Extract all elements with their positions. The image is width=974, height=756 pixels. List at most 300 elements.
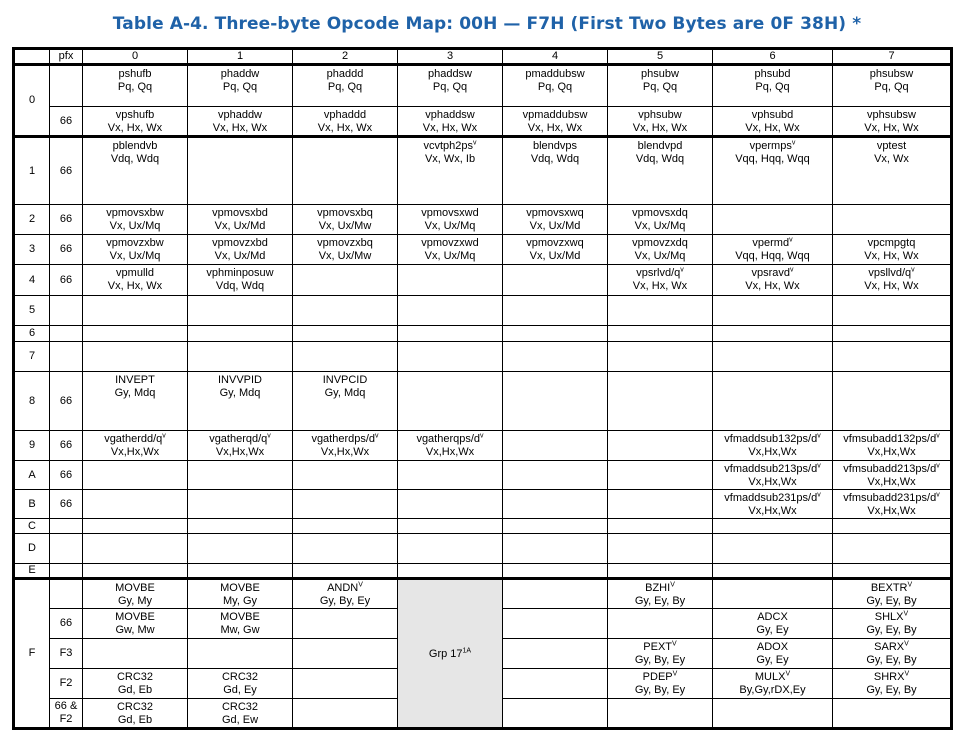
- opcode-cell: [188, 296, 293, 326]
- opcode-cell: [188, 372, 293, 431]
- opcode-cell: [503, 205, 608, 235]
- pfx-cell: [50, 342, 83, 372]
- mnemonic: PEXT: [643, 641, 673, 653]
- operands: Vx, Hx, Wx: [212, 122, 268, 134]
- opcode-cell: [833, 137, 952, 205]
- opcode-cell: [83, 490, 188, 519]
- row-label-e: E: [14, 564, 50, 579]
- opcode-cell: [503, 534, 608, 564]
- superscript: 1A: [462, 647, 472, 655]
- superscript: v: [936, 491, 940, 499]
- opcode-cell: [713, 372, 833, 431]
- opcode-cell: [188, 137, 293, 205]
- opcode-cell: [83, 431, 188, 461]
- opcode-cell: [398, 265, 503, 296]
- opcode-cell: [833, 669, 952, 699]
- opcode-cell: [293, 65, 398, 107]
- opcode-cell: [83, 265, 188, 296]
- opcode-cell: [83, 137, 188, 205]
- mnemonic: CRC32: [221, 701, 259, 713]
- opcode-cell: [293, 461, 398, 490]
- pfx-cell: 66: [50, 431, 83, 461]
- operands: Vx, Ux/Mw: [318, 220, 372, 232]
- opcode-cell: [833, 265, 952, 296]
- operands: Vx,Hx,Wx: [320, 446, 370, 458]
- opcode-cell: [713, 490, 833, 519]
- opcode-cell: [188, 639, 293, 669]
- opcode-cell: [83, 699, 188, 729]
- operands: Vdq, Wdq: [110, 153, 160, 165]
- operands: Gy, By, Ey: [634, 654, 686, 666]
- operands: Gd, Eb: [117, 714, 153, 726]
- superscript: V: [672, 640, 677, 648]
- superscript: v: [162, 432, 166, 440]
- row-label-4: 4: [14, 265, 50, 296]
- operands: My, Gy: [222, 595, 257, 607]
- opcode-cell: [713, 431, 833, 461]
- opcode-cell: [293, 137, 398, 205]
- operands: Vx, Hx, Wx: [632, 280, 688, 292]
- mnemonic: ADCX: [757, 611, 788, 623]
- operands: Gy, Ey, By: [866, 654, 917, 666]
- opcode-cell: [293, 699, 398, 729]
- operands: Gy, By, Ey: [319, 595, 371, 607]
- opcode-cell: [833, 534, 952, 564]
- opcode-cell: [398, 490, 503, 519]
- table-row: [14, 490, 952, 519]
- col-header-7: 7: [833, 49, 952, 65]
- operands: Vx, Ux/Mq: [109, 250, 161, 262]
- opcode-cell: [503, 609, 608, 639]
- table-row: [14, 326, 952, 342]
- opcode-cell: [398, 235, 503, 265]
- opcode-cell: [398, 519, 503, 534]
- opcode-cell: [713, 235, 833, 265]
- opcode-cell: [713, 265, 833, 296]
- operands: By,Gy,rDX,Ey: [739, 684, 806, 696]
- operands: Pq, Qq: [117, 81, 153, 93]
- row-label-0: 0: [14, 65, 50, 137]
- col-header-0: 0: [83, 49, 188, 65]
- operands: Gy, Ey, By: [866, 624, 917, 636]
- table-row: [14, 431, 952, 461]
- opcode-cell: [83, 639, 188, 669]
- mnemonic: phaddw: [220, 68, 260, 80]
- operands: Gd, Eb: [117, 684, 153, 696]
- mnemonic: vfmaddsub213ps/d: [724, 463, 818, 475]
- superscript: V: [785, 670, 791, 678]
- opcode-cell: [398, 461, 503, 490]
- row-label-5: 5: [14, 296, 50, 326]
- col-header-2: 2: [293, 49, 398, 65]
- superscript: v: [680, 266, 684, 274]
- mnemonic: vpmovzxbw: [106, 237, 164, 249]
- opcode-cell: [398, 296, 503, 326]
- opcode-cell: [608, 205, 713, 235]
- operands: Vx,Hx,Wx: [748, 446, 797, 458]
- opcode-cell: [608, 579, 713, 609]
- operands: Gd, Ew: [221, 714, 259, 726]
- operands: Vx,Hx,Wx: [110, 446, 160, 458]
- mnemonic: vpmovzxdq: [632, 237, 688, 249]
- opcode-cell: [293, 609, 398, 639]
- mnemonic: vpmovsxbw: [106, 207, 164, 219]
- opcode-cell: [608, 342, 713, 372]
- operands: Pq, Qq: [327, 81, 363, 93]
- operands: Gy, Ey: [756, 654, 789, 666]
- opcode-cell: [713, 137, 833, 205]
- opcode-cell: [608, 461, 713, 490]
- operands: Vx, Ux/Mq: [634, 220, 686, 232]
- opcode-cell: [833, 461, 952, 490]
- opcode-cell: [293, 669, 398, 699]
- operands: Vdq, Wdq: [530, 153, 580, 165]
- col-header-5: 5: [608, 49, 713, 65]
- row-label-f: F: [14, 579, 50, 729]
- operands: Vx,Hx,Wx: [867, 476, 916, 488]
- table-title: Table A-4. Three-byte Opcode Map: 00H — F7H (First Two Bytes are 0F 38H) *: [112, 14, 862, 34]
- operands: Gd, Ey: [223, 684, 257, 696]
- operands: Gy, By, Ey: [634, 684, 686, 696]
- mnemonic: BEXTR: [870, 582, 908, 594]
- operands: Vx, Ux/Md: [214, 250, 266, 262]
- operands: Vx, Ux/Mq: [634, 250, 686, 262]
- operands: Vx, Hx, Wx: [107, 122, 163, 134]
- opcode-cell: [293, 431, 398, 461]
- pfx-cell: [50, 65, 83, 107]
- col-header-6: 6: [713, 49, 833, 65]
- opcode-cell: [503, 564, 608, 579]
- opcode-cell: [188, 342, 293, 372]
- operands: Pq, Qq: [222, 81, 258, 93]
- row-label-d: D: [14, 534, 50, 564]
- superscript: v: [817, 491, 821, 499]
- operands: Vx, Wx, Ib: [424, 153, 476, 165]
- opcode-cell: [713, 564, 833, 579]
- mnemonic: vpmaddubsw: [522, 109, 588, 121]
- opcode-cell: [608, 490, 713, 519]
- mnemonic: BZHI: [645, 582, 671, 594]
- superscript: v: [911, 266, 915, 274]
- operands: Vx, Hx, Wx: [632, 122, 688, 134]
- opcode-map-table: [12, 47, 953, 730]
- operands: Vx, Hx, Wx: [527, 122, 583, 134]
- operands: Gy, Ey: [756, 624, 789, 636]
- opcode-cell: [293, 490, 398, 519]
- opcode-cell: [503, 326, 608, 342]
- table-row: [14, 235, 952, 265]
- superscript: v: [817, 462, 821, 470]
- col-header-3: 3: [398, 49, 503, 65]
- superscript: V: [904, 640, 909, 648]
- mnemonic: vpmovsxwd: [421, 207, 479, 219]
- table-row: [14, 65, 952, 107]
- operands: Gw, Mw: [115, 624, 155, 636]
- table-row: [14, 461, 952, 490]
- mnemonic: vphaddw: [217, 109, 263, 121]
- opcode-cell: [83, 534, 188, 564]
- mnemonic: vpcmpgtq: [867, 237, 916, 249]
- mnemonic: vfmaddsub132ps/d: [724, 433, 818, 445]
- mnemonic: vptest: [876, 140, 907, 152]
- pfx-cell: [50, 326, 83, 342]
- opcode-cell: [83, 342, 188, 372]
- superscript: v: [936, 462, 940, 470]
- opcode-cell: [503, 639, 608, 669]
- opcode-cell: [83, 107, 188, 137]
- operands: Gy, Ey, By: [634, 595, 686, 607]
- opcode-cell: [293, 639, 398, 669]
- mnemonic: MOVBE: [220, 611, 260, 623]
- opcode-cell: [713, 579, 833, 609]
- opcode-cell: [608, 372, 713, 431]
- opcode-cell: [608, 609, 713, 639]
- opcode-cell: [833, 519, 952, 534]
- mnemonic: vpmovzxbd: [212, 237, 268, 249]
- row-label-c: C: [14, 519, 50, 534]
- mnemonic: vphaddd: [323, 109, 367, 121]
- operands: Vx, Ux/Mq: [424, 220, 476, 232]
- mnemonic: phsubd: [754, 68, 791, 80]
- opcode-cell: [398, 431, 503, 461]
- pfx-cell: 66: [50, 265, 83, 296]
- opcode-cell: [833, 65, 952, 107]
- opcode-cell: [503, 296, 608, 326]
- opcode-cell: [83, 65, 188, 107]
- operands: Gy, Mdq: [114, 387, 156, 399]
- opcode-cell: [503, 490, 608, 519]
- opcode-cell: [713, 609, 833, 639]
- opcode-cell: [293, 564, 398, 579]
- table-row: [14, 564, 952, 579]
- mnemonic: SHLX: [874, 611, 904, 623]
- mnemonic: PDEP: [642, 671, 673, 683]
- opcode-cell: [83, 519, 188, 534]
- pfx-cell: 66: [50, 609, 83, 639]
- operands: Gy, Ey, By: [866, 595, 917, 607]
- opcode-cell: [608, 534, 713, 564]
- opcode-cell: [188, 579, 293, 609]
- mnemonic: CRC32: [116, 701, 154, 713]
- opcode-cell: [608, 639, 713, 669]
- opcode-cell: [503, 431, 608, 461]
- operands: Vx, Ux/Mw: [318, 250, 372, 262]
- opcode-cell: [83, 235, 188, 265]
- operands: Vx,Hx,Wx: [748, 505, 797, 517]
- opcode-cell: [398, 564, 503, 579]
- opcode-cell: [833, 296, 952, 326]
- row-label-1: 1: [14, 137, 50, 205]
- opcode-cell: [398, 534, 503, 564]
- pfx-cell: [50, 296, 83, 326]
- opcode-cell: [833, 107, 952, 137]
- operands: Vx, Ux/Md: [214, 220, 266, 232]
- pfx-cell: [50, 579, 83, 609]
- mnemonic: vpmovzxwd: [421, 237, 479, 249]
- opcode-cell: [503, 107, 608, 137]
- mnemonic: vphsubd: [751, 109, 794, 121]
- opcode-cell: [188, 205, 293, 235]
- mnemonic: vphminposuw: [206, 267, 274, 279]
- opcode-cell: [608, 431, 713, 461]
- mnemonic: vgatherqd/q: [209, 433, 268, 445]
- header-row: [14, 49, 952, 65]
- opcode-cell: [503, 579, 608, 609]
- table-row: [14, 296, 952, 326]
- opcode-cell: [293, 326, 398, 342]
- opcode-cell: [833, 639, 952, 669]
- opcode-cell: [398, 205, 503, 235]
- group-label: Grp 17: [428, 648, 463, 660]
- opcode-cell: [503, 342, 608, 372]
- superscript: V: [358, 581, 363, 589]
- opcode-cell: [188, 326, 293, 342]
- superscript: V: [903, 610, 909, 618]
- mnemonic: vphsubsw: [867, 109, 916, 121]
- mnemonic: vpmovzxwq: [526, 237, 584, 249]
- operands: Vx,Hx,Wx: [215, 446, 265, 458]
- opcode-cell: [608, 235, 713, 265]
- mnemonic: ANDN: [327, 582, 359, 594]
- pfx-header: pfx: [50, 49, 83, 65]
- opcode-cell: [713, 205, 833, 235]
- row-label-6: 6: [14, 326, 50, 342]
- prefix-line: 66 &: [54, 700, 78, 712]
- operands: Vdq, Wdq: [635, 153, 685, 165]
- opcode-cell: [293, 296, 398, 326]
- operands: Pq, Qq: [874, 81, 909, 93]
- opcode-cell: [398, 326, 503, 342]
- mnemonic: vpmovsxdq: [632, 207, 688, 219]
- mnemonic: vpmovsxbq: [317, 207, 373, 219]
- table-row: [14, 265, 952, 296]
- opcode-cell: [293, 205, 398, 235]
- row-label-7: 7: [14, 342, 50, 372]
- operands: Mw, Gw: [220, 624, 260, 636]
- mnemonic: vpsrlvd/q: [636, 267, 681, 279]
- pfx-cell: [50, 519, 83, 534]
- mnemonic: pblendvb: [112, 140, 158, 152]
- operands: Gy, My: [117, 595, 152, 607]
- mnemonic: pshufb: [118, 68, 152, 80]
- opcode-cell: [293, 265, 398, 296]
- mnemonic: MOVBE: [115, 582, 155, 594]
- mnemonic: MOVBE: [220, 582, 260, 594]
- opcode-cell: [293, 107, 398, 137]
- opcode-cell: [398, 137, 503, 205]
- superscript: v: [375, 432, 379, 440]
- opcode-cell: [608, 65, 713, 107]
- operands: Vx, Hx, Wx: [317, 122, 373, 134]
- mnemonic: INVVPID: [217, 374, 262, 386]
- opcode-cell: [833, 431, 952, 461]
- mnemonic: vpermps: [749, 140, 792, 152]
- mnemonic: vgatherdps/d: [311, 433, 376, 445]
- operands: Vx, Hx, Wx: [864, 250, 919, 262]
- row-label-3: 3: [14, 235, 50, 265]
- operands: Vqq, Hqq, Wqq: [735, 153, 810, 165]
- mnemonic: blendvpd: [637, 140, 683, 152]
- superscript: V: [672, 670, 678, 678]
- opcode-cell: [833, 326, 952, 342]
- opcode-cell: [83, 372, 188, 431]
- opcode-cell: [713, 639, 833, 669]
- superscript: v: [791, 139, 796, 147]
- mnemonic: phaddsw: [427, 68, 473, 80]
- opcode-cell: [83, 296, 188, 326]
- table-row: [14, 519, 952, 534]
- mnemonic: vpsllvd/q: [868, 267, 912, 279]
- opcode-cell: [713, 461, 833, 490]
- opcode-cell: [833, 609, 952, 639]
- opcode-cell: [833, 342, 952, 372]
- opcode-cell: [503, 235, 608, 265]
- operands: Gy, Ey, By: [866, 684, 917, 696]
- opcode-cell: [713, 65, 833, 107]
- opcode-cell: [293, 579, 398, 609]
- opcode-cell: [188, 564, 293, 579]
- operands: Gy, Mdq: [219, 387, 261, 399]
- mnemonic: pmaddubsw: [525, 68, 585, 80]
- operands: Vx, Ux/Mq: [109, 220, 161, 232]
- mnemonic: vgatherdd/q: [104, 433, 163, 445]
- opcode-cell: [293, 235, 398, 265]
- opcode-cell: [608, 107, 713, 137]
- superscript: V: [904, 670, 910, 678]
- opcode-cell: [608, 137, 713, 205]
- mnemonic: MULX: [754, 671, 786, 683]
- opcode-cell: [188, 235, 293, 265]
- operands: Vx,Hx,Wx: [748, 476, 797, 488]
- opcode-cell: [188, 519, 293, 534]
- mnemonic: vpmovsxwq: [526, 207, 584, 219]
- operands: Pq, Qq: [642, 81, 678, 93]
- opcode-cell: [398, 372, 503, 431]
- pfx-cell: F3: [50, 639, 83, 669]
- opcode-cell: [713, 519, 833, 534]
- row-label-2: 2: [14, 205, 50, 235]
- mnemonic: vphsubw: [638, 109, 682, 121]
- opcode-cell: [503, 519, 608, 534]
- mnemonic: vpmovzxbq: [317, 237, 373, 249]
- opcode-cell: [83, 461, 188, 490]
- opcode-cell: [398, 342, 503, 372]
- mnemonic: ADOX: [756, 641, 789, 653]
- opcode-cell: [398, 65, 503, 107]
- opcode-cell: [293, 519, 398, 534]
- opcode-cell: [503, 65, 608, 107]
- operands: Vx, Ux/Md: [529, 220, 581, 232]
- opcode-cell: [713, 342, 833, 372]
- corner-cell: [14, 49, 50, 65]
- pfx-cell: [50, 699, 83, 729]
- opcode-cell: [713, 326, 833, 342]
- mnemonic: CRC32: [221, 671, 259, 683]
- group-17-cell: [398, 579, 503, 729]
- pfx-cell: 66: [50, 235, 83, 265]
- pfx-cell: F2: [50, 669, 83, 699]
- table-row: [14, 534, 952, 564]
- opcode-cell: [608, 296, 713, 326]
- opcode-cell: [188, 65, 293, 107]
- opcode-cell: [608, 519, 713, 534]
- mnemonic: phsubsw: [869, 68, 914, 80]
- opcode-cell: [293, 372, 398, 431]
- opcode-cell: [188, 699, 293, 729]
- opcode-cell: [503, 372, 608, 431]
- opcode-cell: [608, 699, 713, 729]
- opcode-cell: [608, 265, 713, 296]
